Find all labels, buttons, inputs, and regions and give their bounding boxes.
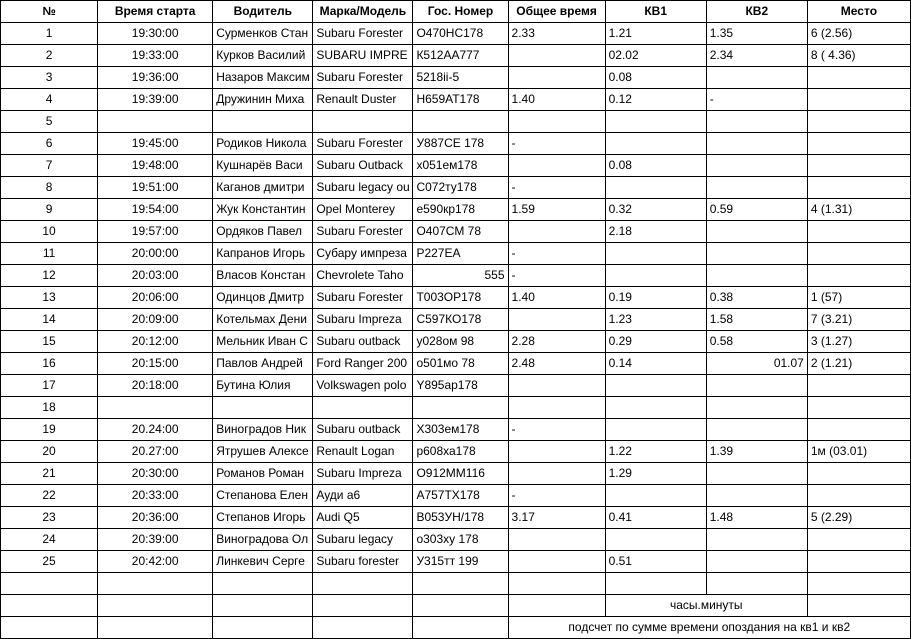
- table-row: [1, 397, 911, 419]
- cell-driver: [213, 397, 313, 419]
- cell-kv1: 1.22: [605, 441, 706, 463]
- cell-kv1: [605, 243, 706, 265]
- cell-driver: Назаров Максим: [213, 67, 313, 89]
- cell-number: 8: [1, 177, 98, 199]
- cell-plate: О912ММ116: [413, 463, 508, 485]
- cell-start-time: 20:03:00: [98, 265, 213, 287]
- column-header-driver: Водитель: [213, 1, 313, 23]
- table-row: [1, 155, 911, 177]
- column-header-number: №: [1, 1, 98, 23]
- cell-plate: У887СЕ 178: [413, 133, 508, 155]
- table-row: [1, 287, 911, 309]
- cell-kv1: [605, 485, 706, 507]
- cell-total-time: [508, 67, 605, 89]
- cell-total-time: [508, 45, 605, 67]
- cell-car-model: Opel Monterey: [313, 199, 413, 221]
- cell-plate: [413, 397, 508, 419]
- cell-driver: Сурменков Стан: [213, 23, 313, 45]
- footer-blank-cell: [98, 595, 213, 617]
- cell-place: 4 (1.31): [807, 199, 910, 221]
- cell-total-time: [508, 111, 605, 133]
- table-row: [1, 67, 911, 89]
- cell-plate: В053УН/178: [413, 507, 508, 529]
- cell-total-time: -: [508, 177, 605, 199]
- cell-start-time: 20:36:00: [98, 507, 213, 529]
- cell-plate: Х303ем178: [413, 419, 508, 441]
- footer-spacer-row: [1, 573, 911, 595]
- column-header-car-model: Марка/Модель: [313, 1, 413, 23]
- cell-start-time: 20:39:00: [98, 529, 213, 551]
- cell-total-time: -: [508, 243, 605, 265]
- cell-place: [807, 111, 910, 133]
- cell-car-model: Ford Ranger 200: [313, 353, 413, 375]
- cell-place: 6 (2.56): [807, 23, 910, 45]
- cell-number: 25: [1, 551, 98, 573]
- cell-driver: Курков Василий: [213, 45, 313, 67]
- cell-place: [807, 133, 910, 155]
- cell-plate: Y895ар178: [413, 375, 508, 397]
- cell-total-time: -: [508, 265, 605, 287]
- cell-kv1: 0.29: [605, 331, 706, 353]
- footer-blank-cell: [413, 617, 508, 639]
- cell-kv1: 0.12: [605, 89, 706, 111]
- footer-blank-cell: [313, 617, 413, 639]
- cell-start-time: 20:33:00: [98, 485, 213, 507]
- cell-driver: Одинцов Дмитр: [213, 287, 313, 309]
- cell-kv2: [706, 419, 807, 441]
- cell-kv2: [706, 221, 807, 243]
- cell-kv2: 0.58: [706, 331, 807, 353]
- cell-kv2: [706, 551, 807, 573]
- cell-place: [807, 419, 910, 441]
- cell-total-time: 1.59: [508, 199, 605, 221]
- cell-kv2: [706, 397, 807, 419]
- cell-place: [807, 67, 910, 89]
- column-header-plate: Гос. Номер: [413, 1, 508, 23]
- cell-number: 3: [1, 67, 98, 89]
- table-row: [1, 331, 911, 353]
- cell-plate: Р227ЕА: [413, 243, 508, 265]
- cell-kv2: [706, 485, 807, 507]
- cell-kv2: 01.07: [706, 353, 807, 375]
- cell-place: [807, 243, 910, 265]
- footer-blank-cell: [807, 573, 910, 595]
- cell-number: 5: [1, 111, 98, 133]
- cell-car-model: [313, 397, 413, 419]
- cell-place: 1м (03.01): [807, 441, 910, 463]
- cell-kv2: 1.35: [706, 23, 807, 45]
- cell-total-time: [508, 221, 605, 243]
- cell-kv1: 1.23: [605, 309, 706, 331]
- cell-car-model: Audi Q5: [313, 507, 413, 529]
- cell-car-model: Subaru Impreza: [313, 463, 413, 485]
- table-row: [1, 45, 911, 67]
- cell-driver: Виноградова Ол: [213, 529, 313, 551]
- table-row: [1, 111, 911, 133]
- cell-total-time: 1.40: [508, 89, 605, 111]
- cell-plate: р608ха178: [413, 441, 508, 463]
- table-header-row: [1, 1, 911, 23]
- cell-total-time: [508, 441, 605, 463]
- cell-number: 12: [1, 265, 98, 287]
- cell-kv1: 2.18: [605, 221, 706, 243]
- table-row: [1, 133, 911, 155]
- cell-start-time: 20.24:00: [98, 419, 213, 441]
- cell-kv2: 2.34: [706, 45, 807, 67]
- cell-driver: Кушнарёв Васи: [213, 155, 313, 177]
- cell-car-model: Subaru Impreza: [313, 309, 413, 331]
- table-row: [1, 353, 911, 375]
- cell-driver: Капранов Игорь: [213, 243, 313, 265]
- cell-number: 4: [1, 89, 98, 111]
- cell-car-model: Subaru legacy ou: [313, 177, 413, 199]
- cell-plate: 5218ii-5: [413, 67, 508, 89]
- cell-start-time: 19:45:00: [98, 133, 213, 155]
- cell-start-time: 19:36:00: [98, 67, 213, 89]
- cell-car-model: Subaru Forester: [313, 23, 413, 45]
- cell-kv2: [706, 67, 807, 89]
- cell-place: [807, 551, 910, 573]
- cell-kv1: [605, 529, 706, 551]
- table-row: [1, 375, 911, 397]
- cell-total-time: [508, 551, 605, 573]
- cell-kv1: [605, 397, 706, 419]
- cell-plate: [413, 111, 508, 133]
- cell-total-time: 2.33: [508, 23, 605, 45]
- cell-number: 1: [1, 23, 98, 45]
- cell-kv1: 1.29: [605, 463, 706, 485]
- cell-driver: Ятрушев Алексе: [213, 441, 313, 463]
- cell-car-model: Subaru Forester: [313, 133, 413, 155]
- cell-kv2: 1.48: [706, 507, 807, 529]
- table-row: [1, 265, 911, 287]
- cell-place: [807, 375, 910, 397]
- cell-kv2: 1.39: [706, 441, 807, 463]
- cell-plate: 555: [413, 265, 508, 287]
- cell-place: 5 (2.29): [807, 507, 910, 529]
- cell-car-model: Subaru forester: [313, 551, 413, 573]
- cell-place: [807, 177, 910, 199]
- cell-place: [807, 463, 910, 485]
- cell-kv1: 0.08: [605, 67, 706, 89]
- cell-number: 15: [1, 331, 98, 353]
- cell-number: 19: [1, 419, 98, 441]
- cell-driver: Мельник Иван С: [213, 331, 313, 353]
- cell-start-time: 19:30:00: [98, 23, 213, 45]
- cell-plate: А757ТХ178: [413, 485, 508, 507]
- cell-total-time: [508, 309, 605, 331]
- footer-blank-cell: [807, 595, 910, 617]
- cell-number: 14: [1, 309, 98, 331]
- footer-note-row: [1, 617, 911, 639]
- cell-start-time: 19:33:00: [98, 45, 213, 67]
- footer-blank-cell: [98, 617, 213, 639]
- cell-driver: Романов Роман: [213, 463, 313, 485]
- cell-driver: Ордяков Павел: [213, 221, 313, 243]
- cell-kv2: [706, 155, 807, 177]
- cell-place: 1 (57): [807, 287, 910, 309]
- cell-driver: Жук Константин: [213, 199, 313, 221]
- cell-plate: Т003ОР178: [413, 287, 508, 309]
- footer-blank-cell: [313, 595, 413, 617]
- cell-total-time: 2.28: [508, 331, 605, 353]
- table-row: [1, 419, 911, 441]
- cell-car-model: Subaru outback: [313, 419, 413, 441]
- cell-start-time: 20:42:00: [98, 551, 213, 573]
- cell-kv1: 02.02: [605, 45, 706, 67]
- cell-number: 23: [1, 507, 98, 529]
- table-row: [1, 485, 911, 507]
- cell-car-model: Subaru legacy: [313, 529, 413, 551]
- cell-plate: х051ем178: [413, 155, 508, 177]
- cell-driver: Павлов Андрей: [213, 353, 313, 375]
- cell-kv2: [706, 463, 807, 485]
- cell-kv1: [605, 265, 706, 287]
- cell-start-time: 19:48:00: [98, 155, 213, 177]
- cell-car-model: Субару импреза: [313, 243, 413, 265]
- cell-total-time: [508, 529, 605, 551]
- cell-driver: Виноградов Ник: [213, 419, 313, 441]
- cell-driver: Степанов Игорь: [213, 507, 313, 529]
- cell-kv1: [605, 133, 706, 155]
- cell-start-time: [98, 397, 213, 419]
- cell-number: 17: [1, 375, 98, 397]
- cell-total-time: [508, 397, 605, 419]
- cell-plate: О407СМ 78: [413, 221, 508, 243]
- cell-start-time: 20:12:00: [98, 331, 213, 353]
- column-header-place: Место: [807, 1, 910, 23]
- cell-kv2: [706, 529, 807, 551]
- cell-place: [807, 265, 910, 287]
- cell-car-model: Renault Duster: [313, 89, 413, 111]
- cell-place: [807, 155, 910, 177]
- footer-blank-cell: [213, 595, 313, 617]
- cell-kv2: [706, 375, 807, 397]
- cell-place: 7 (3.21): [807, 309, 910, 331]
- table-row: [1, 551, 911, 573]
- cell-total-time: 1.40: [508, 287, 605, 309]
- cell-place: 2 (1.21): [807, 353, 910, 375]
- cell-number: 10: [1, 221, 98, 243]
- footer-blank-cell: [213, 617, 313, 639]
- cell-start-time: 20:00:00: [98, 243, 213, 265]
- cell-place: 8 ( 4.36): [807, 45, 910, 67]
- cell-place: [807, 221, 910, 243]
- cell-plate: У315тт 199: [413, 551, 508, 573]
- footer-blank-cell: [1, 595, 98, 617]
- footer-blank-cell: [413, 595, 508, 617]
- cell-driver: Родиков Никола: [213, 133, 313, 155]
- table-row: [1, 221, 911, 243]
- cell-plate: К512АА777: [413, 45, 508, 67]
- cell-plate: у028ом 98: [413, 331, 508, 353]
- cell-place: [807, 89, 910, 111]
- cell-start-time: 19:54:00: [98, 199, 213, 221]
- table-row: [1, 89, 911, 111]
- cell-kv2: 0.38: [706, 287, 807, 309]
- cell-kv1: [605, 375, 706, 397]
- cell-start-time: 20:09:00: [98, 309, 213, 331]
- footer-blank-cell: [1, 617, 98, 639]
- table-row: [1, 243, 911, 265]
- cell-kv2: [706, 243, 807, 265]
- cell-car-model: Ауди а6: [313, 485, 413, 507]
- cell-kv1: 0.14: [605, 353, 706, 375]
- table-row: [1, 309, 911, 331]
- cell-number: 24: [1, 529, 98, 551]
- table-row: [1, 529, 911, 551]
- footer-blank-cell: [605, 573, 706, 595]
- cell-driver: Власов Констан: [213, 265, 313, 287]
- cell-total-time: [508, 463, 605, 485]
- cell-total-time: -: [508, 419, 605, 441]
- cell-kv2: -: [706, 89, 807, 111]
- footer-blank-cell: [313, 573, 413, 595]
- cell-number: 18: [1, 397, 98, 419]
- cell-kv1: 0.08: [605, 155, 706, 177]
- cell-place: 3 (1.27): [807, 331, 910, 353]
- column-header-total-time: Общее время: [508, 1, 605, 23]
- cell-start-time: 19:39:00: [98, 89, 213, 111]
- cell-total-time: [508, 155, 605, 177]
- footer-blank-cell: [213, 573, 313, 595]
- units-note: часы.минуты: [605, 595, 807, 617]
- cell-plate: о303ху 178: [413, 529, 508, 551]
- cell-total-time: 2.48: [508, 353, 605, 375]
- cell-start-time: 19:51:00: [98, 177, 213, 199]
- cell-start-time: 19:57:00: [98, 221, 213, 243]
- table-row: [1, 463, 911, 485]
- cell-driver: Линкевич Серге: [213, 551, 313, 573]
- footer-blank-cell: [706, 573, 807, 595]
- cell-kv1: 1.21: [605, 23, 706, 45]
- cell-car-model: Renault Logan: [313, 441, 413, 463]
- table-row: [1, 199, 911, 221]
- cell-driver: Степанова Елен: [213, 485, 313, 507]
- cell-car-model: Subaru Forester: [313, 287, 413, 309]
- cell-car-model: [313, 111, 413, 133]
- cell-total-time: -: [508, 133, 605, 155]
- cell-kv1: [605, 419, 706, 441]
- cell-kv2: [706, 265, 807, 287]
- cell-plate: С072ту178: [413, 177, 508, 199]
- cell-car-model: Volkswagen polo: [313, 375, 413, 397]
- cell-total-time: -: [508, 485, 605, 507]
- cell-place: [807, 529, 910, 551]
- calculation-note: подсчет по сумме времени опоздания на кв1 и кв2: [508, 617, 910, 639]
- cell-start-time: 20.27:00: [98, 441, 213, 463]
- cell-start-time: [98, 111, 213, 133]
- cell-kv2: 0.59: [706, 199, 807, 221]
- cell-total-time: [508, 375, 605, 397]
- cell-number: 6: [1, 133, 98, 155]
- cell-car-model: Subaru outback: [313, 331, 413, 353]
- column-header-kv1: КВ1: [605, 1, 706, 23]
- cell-driver: Каганов дмитри: [213, 177, 313, 199]
- cell-number: 16: [1, 353, 98, 375]
- cell-start-time: 20:15:00: [98, 353, 213, 375]
- cell-driver: Дружинин Миха: [213, 89, 313, 111]
- cell-kv2: [706, 177, 807, 199]
- footer-blank-cell: [413, 573, 508, 595]
- cell-number: 2: [1, 45, 98, 67]
- footer-blank-cell: [98, 573, 213, 595]
- cell-number: 11: [1, 243, 98, 265]
- cell-number: 22: [1, 485, 98, 507]
- cell-plate: о501мо 78: [413, 353, 508, 375]
- cell-place: [807, 397, 910, 419]
- cell-start-time: 20:30:00: [98, 463, 213, 485]
- cell-total-time: 3.17: [508, 507, 605, 529]
- cell-number: 9: [1, 199, 98, 221]
- cell-place: [807, 485, 910, 507]
- cell-driver: Бутина Юлия: [213, 375, 313, 397]
- cell-kv1: 0.41: [605, 507, 706, 529]
- cell-number: 13: [1, 287, 98, 309]
- table-row: [1, 177, 911, 199]
- cell-kv1: 0.51: [605, 551, 706, 573]
- cell-kv2: [706, 133, 807, 155]
- cell-number: 20: [1, 441, 98, 463]
- footer-blank-cell: [508, 573, 605, 595]
- cell-plate: О470НС178: [413, 23, 508, 45]
- cell-plate: Н659АТ178: [413, 89, 508, 111]
- cell-plate: е590кр178: [413, 199, 508, 221]
- footer-blank-cell: [508, 595, 605, 617]
- cell-start-time: 20:18:00: [98, 375, 213, 397]
- cell-kv1: [605, 111, 706, 133]
- cell-kv2: [706, 111, 807, 133]
- cell-kv2: 1.58: [706, 309, 807, 331]
- table-row: [1, 23, 911, 45]
- table-row: [1, 441, 911, 463]
- cell-kv1: 0.19: [605, 287, 706, 309]
- cell-car-model: Subaru Forester: [313, 221, 413, 243]
- footer-blank-cell: [1, 573, 98, 595]
- table-row: [1, 507, 911, 529]
- cell-start-time: 20:06:00: [98, 287, 213, 309]
- column-header-kv2: КВ2: [706, 1, 807, 23]
- cell-number: 7: [1, 155, 98, 177]
- cell-number: 21: [1, 463, 98, 485]
- cell-car-model: Subaru Outback: [313, 155, 413, 177]
- cell-kv1: [605, 177, 706, 199]
- cell-car-model: Chevrolete Taho: [313, 265, 413, 287]
- column-header-start-time: Время старта: [98, 1, 213, 23]
- cell-driver: [213, 111, 313, 133]
- cell-driver: Котельмах Дени: [213, 309, 313, 331]
- cell-kv1: 0.32: [605, 199, 706, 221]
- cell-car-model: SUBARU IMPRE: [313, 45, 413, 67]
- footer-units-row: [1, 595, 911, 617]
- cell-plate: С597КО178: [413, 309, 508, 331]
- cell-car-model: Subaru Forester: [313, 67, 413, 89]
